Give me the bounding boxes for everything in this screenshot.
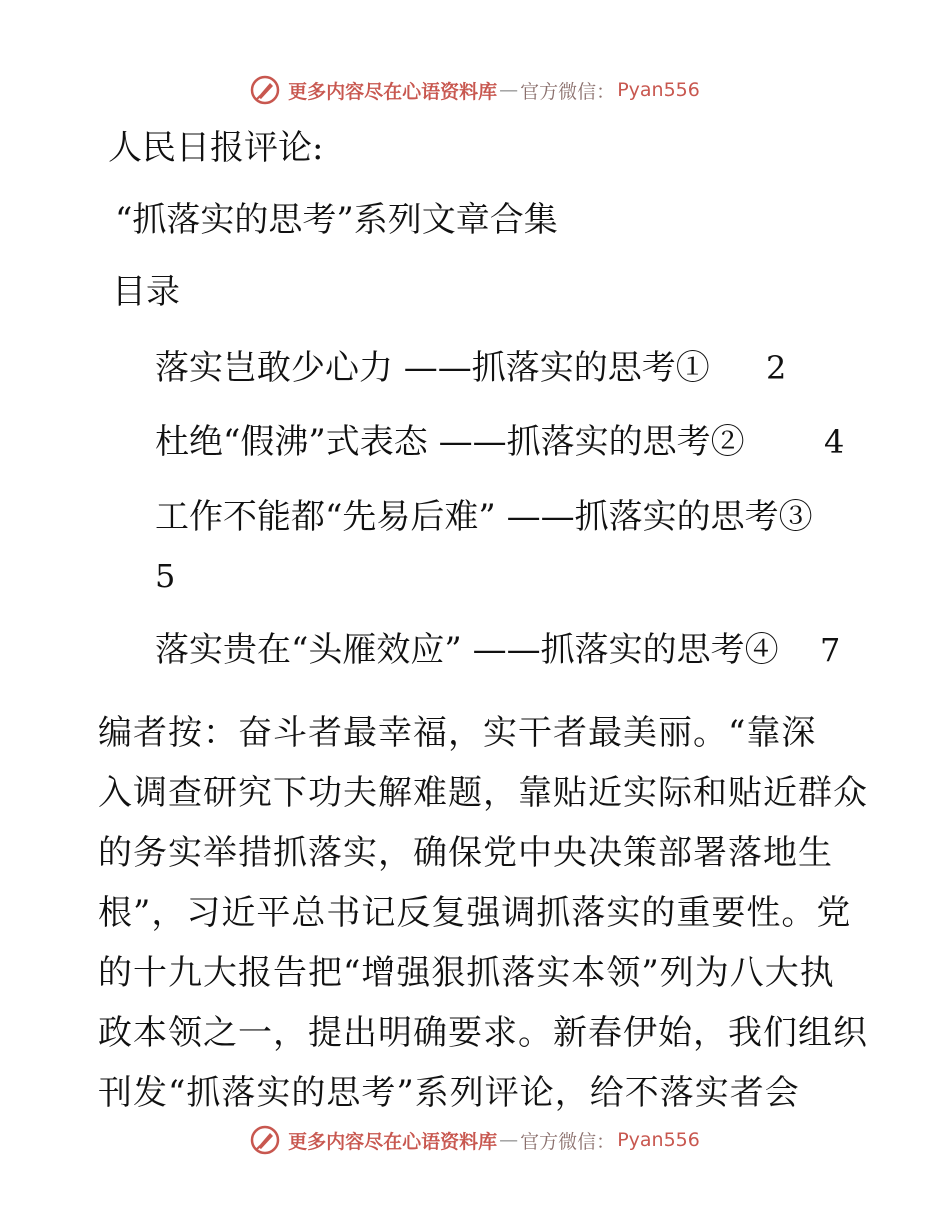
watermark-header [0,70,950,110]
toc-page-3: 5 [155,557,176,595]
watermark-label: 官方微信： [520,80,616,103]
toc-page-4: 7 [820,631,841,669]
toc-item-1[interactable]: 落实岂敢少心力 ——抓落实的思考① [155,348,710,388]
body-line: 的务实举措抓落实，确保党中央决策部署落地生 [98,833,833,873]
quill-logo-icon [250,1125,280,1155]
watermark-brand: 更多内容尽在心语资料库 [288,1130,498,1153]
watermark-wechat-id: Pyan556 [617,79,700,101]
toc-page-2: 4 [824,423,845,461]
document-title-line1: 人民日报评论: [108,128,324,168]
body-line: 入调查研究下功夫解难题，靠贴近实际和贴近群众 [98,773,868,813]
editor-note-paragraph [98,703,868,1123]
document-title-line2: “抓落实的思考”系列文章合集 [115,200,558,240]
body-line: 政本领之一，提出明确要求。新春伊始，我们组织 [98,1013,868,1053]
toc-item-2[interactable]: 杜绝“假沸”式表态 ——抓落实的思考② [155,422,745,462]
body-line: 刊发“抓落实的思考”系列评论，给不落实者会 [98,1073,800,1113]
watermark-brand: 更多内容尽在心语资料库 [288,80,498,103]
body-line: 的十九大报告把“增强狠抓落实本领”列为八大执 [98,953,835,993]
toc-page-1: 2 [766,349,787,387]
quill-logo-icon [250,75,280,105]
watermark-dash: — [499,1129,519,1151]
toc-item-3[interactable]: 工作不能都“先易后难” ——抓落实的思考③ [155,497,813,537]
watermark-dash: — [499,79,519,101]
toc-heading: 目录 [112,272,180,312]
toc-item-4[interactable]: 落实贵在“头雁效应” ——抓落实的思考④ [155,630,779,670]
watermark-label: 官方微信： [520,1130,616,1153]
watermark-wechat-id: Pyan556 [617,1129,700,1151]
body-line: 根”，习近平总书记反复强调抓落实的重要性。党 [98,893,852,933]
watermark-footer [0,1120,950,1160]
body-line: 编者按：奋斗者最幸福，实干者最美丽。“靠深 [98,713,817,753]
